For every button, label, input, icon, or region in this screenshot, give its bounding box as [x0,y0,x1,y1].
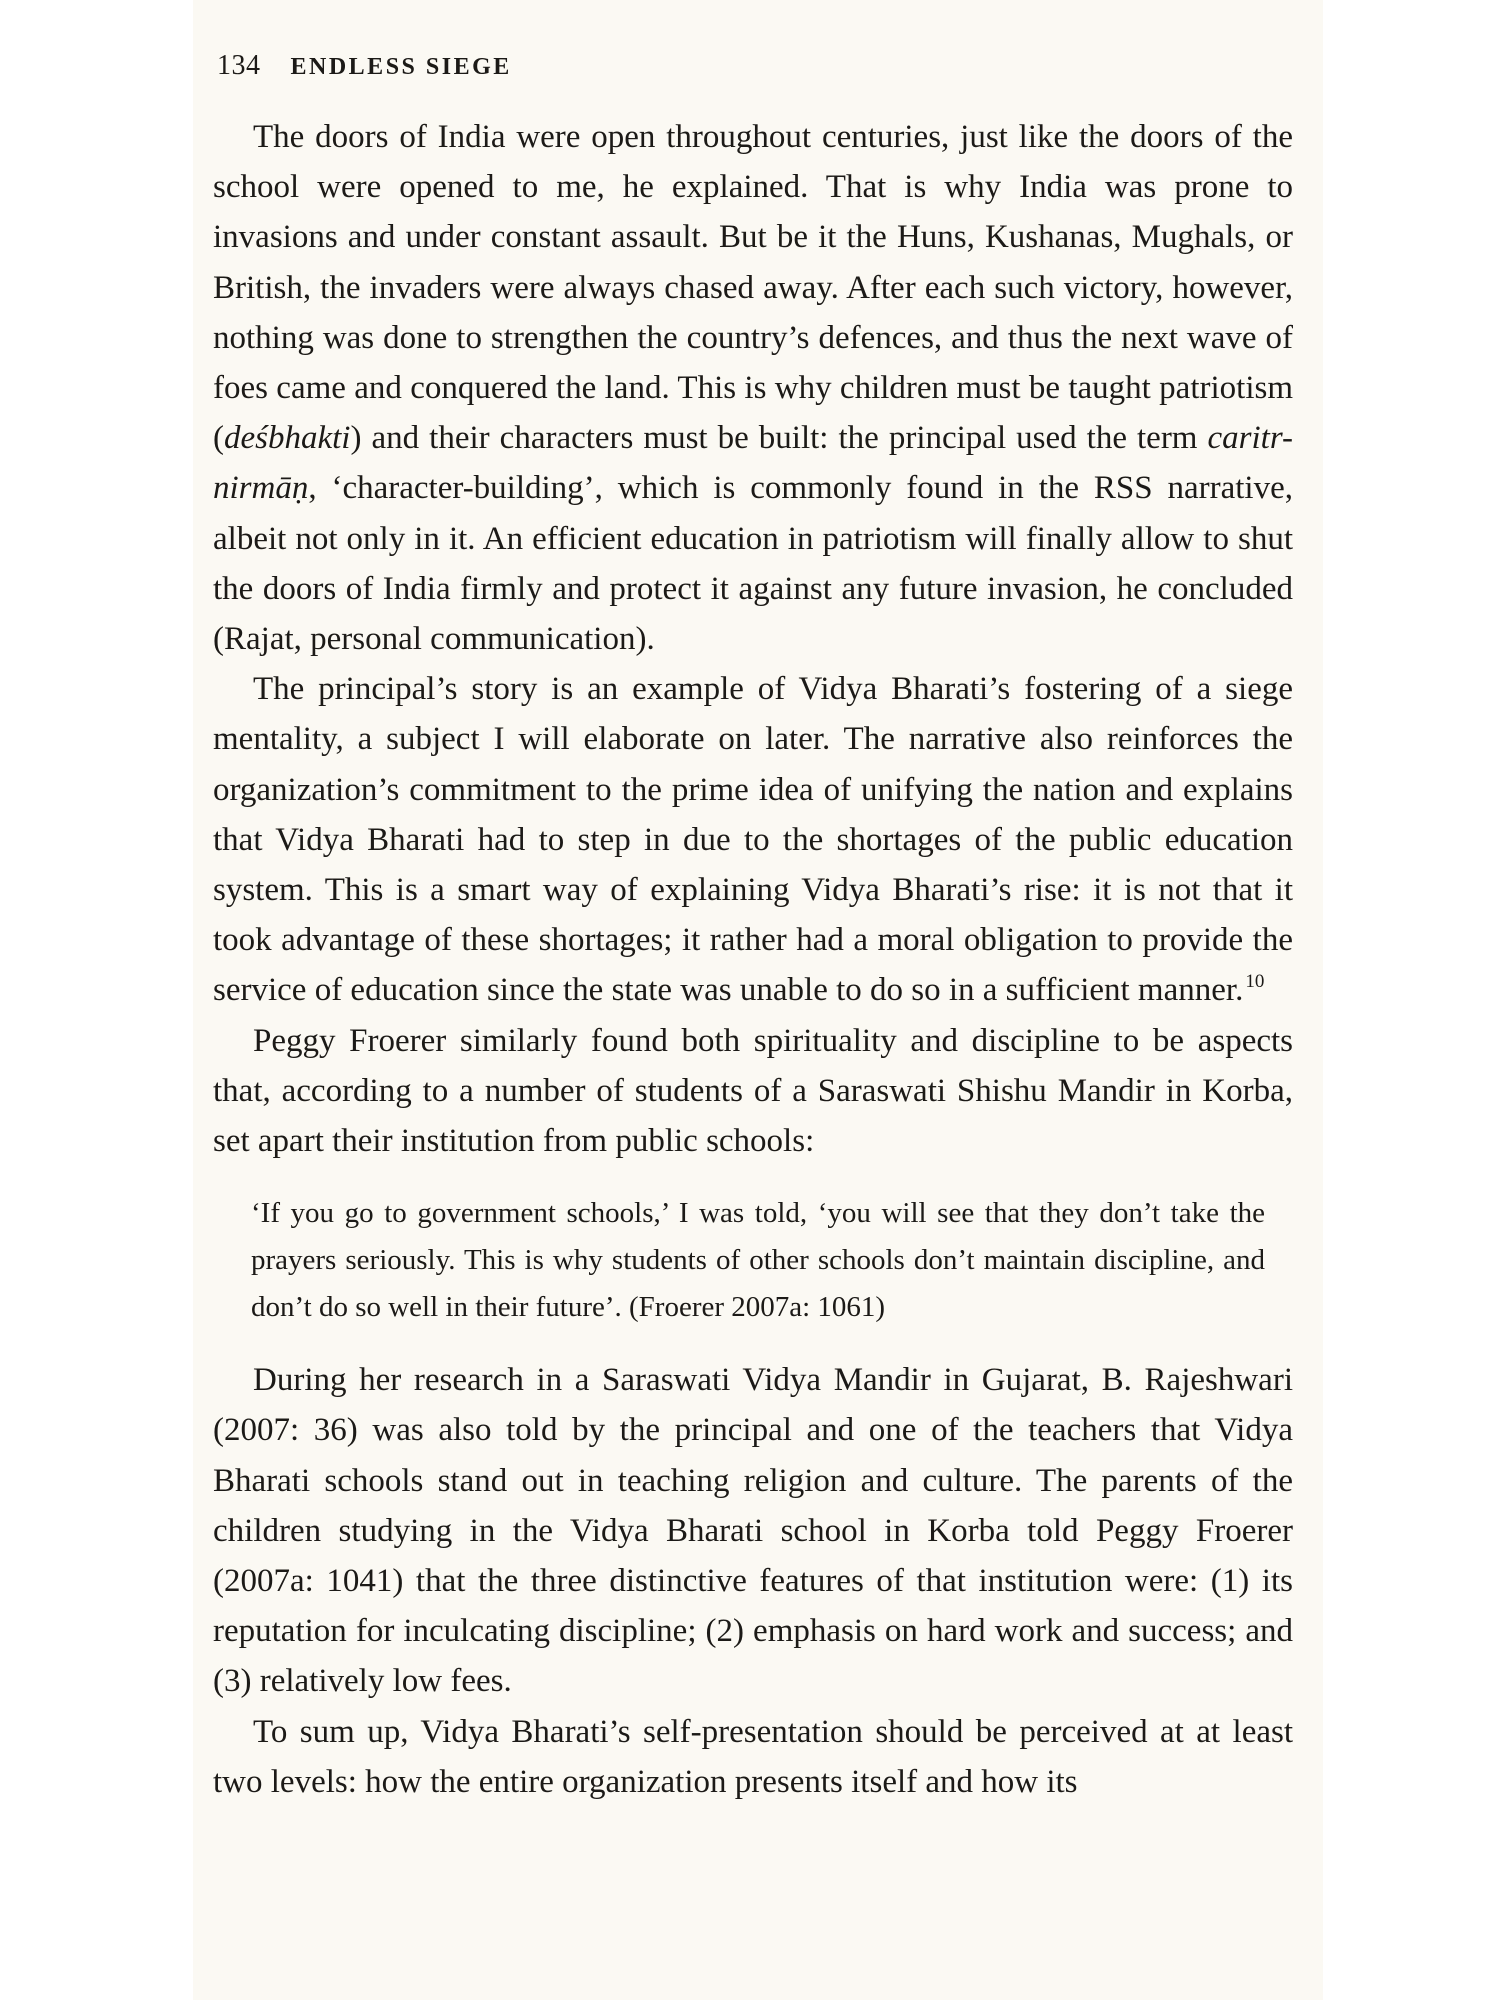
book-page [193,0,1323,2000]
running-title: ENDLESS SIEGE [290,54,512,80]
paragraph-3: Peggy Froerer similarly found both spirituality and discipline to be aspects that, according to a number of students of a Saraswati Shishu Mandir in Korba, set apart their institution from public schools: [213,1022,1293,1160]
paragraph-1 [213,112,1293,664]
running-header [217,50,512,82]
page-number: 134 [217,50,261,81]
term-deshbhakti: deśbhakti [224,420,351,457]
paragraph-1-text: The doors of India were open throughout centuries, just like the doors of the school were opened to me, he explained. That is why India was prone to invasions and under constant assault. But be it the Huns, Kushanas, Mughals, or British, the invaders were always chased away. After each such victory, however, nothing was done to strengthen the country’s defences, and thus the next wave of foes came and conquered the land. This is why children must be taught patriotism ( [213,119,1293,457]
paragraph-1-end: , ‘character-building’, which is commonly found in the RSS narrative, albeit not only in it. An efficient education in patriotism will finally allow to shut the doors of India firmly and protect it against any future invasion, he concluded (Rajat, personal communication). [213,470,1293,658]
paragraph-2-text: The principal’s story is an example of Vidya Bharati’s fostering of a siege mentality, a subject I will elaborate on later. The narrative also reinforces the organization’s commitment to the prime idea of unifying the nation and explains that Vidya Bharati had to step in due to the shortages of the public education system. This is a smart way of explaining Vidya Bharati’s rise: it is not that it took advantage of these shortages; it rather had a moral obligation to provide the service of education since the state was unable to do so in a sufficient manner. [213,671,1293,1009]
paragraph-1-mid: ) and their characters must be built: the principal used the term [350,420,1208,457]
term-caritr-nirman: caritr-nirmāṇ [213,420,1293,507]
body-text [213,112,1293,1807]
paragraph-5: To sum up, Vidya Bharati’s self-presentation should be perceived at at least two levels: how the entire organization presents itself and how its [213,1713,1293,1800]
block-quote: ‘If you go to government schools,’ I was told, ‘you will see that they don’t take the prayers seriously. This is why students of other schools don’t maintain discipline, and don’t do so well in their future’. (Froerer 2007a: 1061) [251,1197,1265,1324]
paragraph-4: During her research in a Saraswati Vidya Mandir in Gujarat, B. Rajeshwari (2007: 36) was also told by the principal and one of the teachers that Vidya Bharati schools stand out in teaching religion and culture. The parents of the children studying in the Vidya Bharati school in Korba told Peggy Froerer (2007a: 1041) that the three distinctive features of that institution were: (1) its reputation for inculcating discipline; (2) emphasis on hard work and success; and (3) relatively low fees. [213,1362,1293,1700]
paragraph-2 [213,664,1293,1015]
footnote-marker: 10 [1245,971,1265,993]
